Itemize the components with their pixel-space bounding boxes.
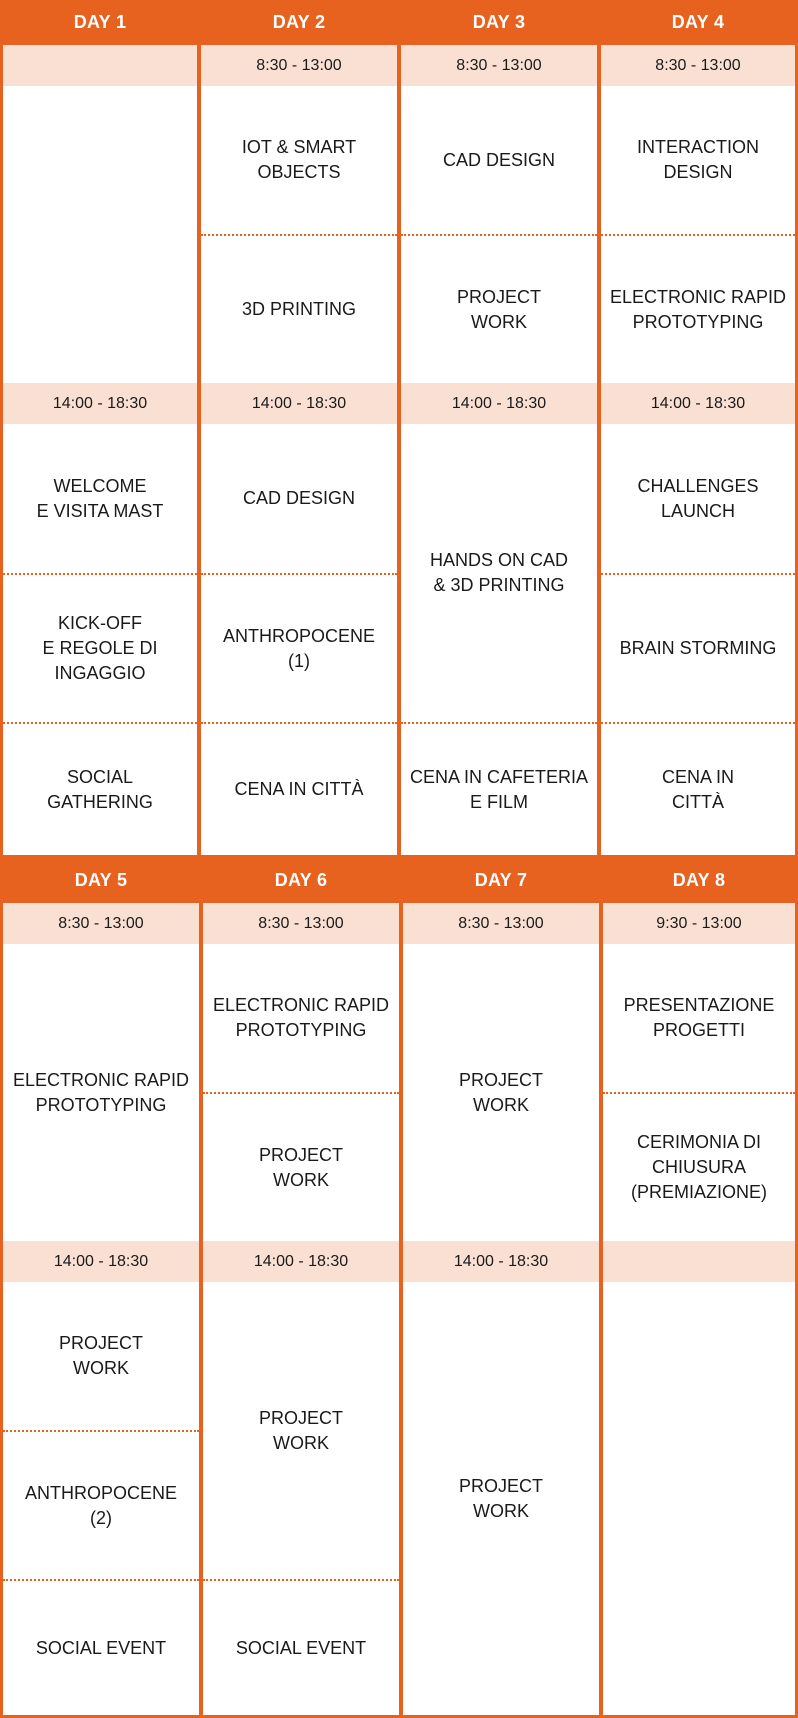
session-cell: CAD DESIGN (242, 488, 356, 508)
afternoon-time-band: 14:00 - 18:30 (3, 1241, 199, 1282)
session-cell: CENA IN CAFETERIA E FILM (409, 766, 589, 812)
day-8-header: DAY 8 (672, 870, 726, 890)
day-3-header: DAY 3 (472, 12, 526, 32)
session-cell: PROJECT WORK (458, 1475, 543, 1521)
afternoon-time-band: 14:00 - 18:30 (403, 1241, 599, 1282)
afternoon-time-band: 14:00 - 18:30 (203, 1241, 399, 1282)
day-4-column (601, 45, 795, 855)
day-2-column (201, 45, 397, 855)
day-4-header: DAY 4 (671, 12, 725, 32)
morning-time-band: 9:30 - 13:00 (603, 903, 795, 944)
session-cell: INTERACTION DESIGN (636, 137, 759, 182)
session-cell: CERIMONIA DI CHIUSURA (PREMIAZIONE) (630, 1132, 767, 1202)
day-8-column (603, 903, 795, 1715)
morning-time-band: 8:30 - 13:00 (203, 903, 399, 944)
day-6-column (203, 903, 399, 1715)
week-2-schedule (0, 858, 798, 1718)
session-cell: PROJECT WORK (258, 1144, 343, 1190)
morning-time-band: 8:30 - 13:00 (201, 45, 397, 86)
afternoon-time-band: 14:00 - 18:30 (3, 383, 197, 424)
week-1-schedule (0, 0, 798, 858)
session-cell: BRAIN STORMING (619, 638, 777, 658)
session-cell: ANTHROPOCENE (1) (222, 625, 375, 671)
day-2-header: DAY 2 (272, 12, 326, 32)
session-cell: IOT & SMART OBJECTS (241, 137, 357, 182)
session-cell: CHALLENGES LAUNCH (637, 475, 759, 521)
session-cell: PRESENTAZIONE PROGETTI (623, 995, 775, 1040)
session-cell: KICK-OFF E REGOLE DI INGAGGIO (42, 613, 158, 683)
session-cell: PROJECT WORK (458, 1069, 543, 1115)
session-cell: HANDS ON CAD & 3D PRINTING (429, 550, 568, 595)
session-cell: WELCOME E VISITA MAST (36, 475, 164, 521)
session-cell: ELECTRONIC RAPID PROTOTYPING (212, 995, 390, 1040)
session-cell: ANTHROPOCENE (2) (24, 1482, 177, 1528)
day-7-header: DAY 7 (474, 870, 528, 890)
day-6-header: DAY 6 (274, 870, 328, 890)
afternoon-time-band: 14:00 - 18:30 (601, 383, 795, 424)
afternoon-time-band (603, 1241, 795, 1282)
session-cell: SOCIAL EVENT (235, 1637, 367, 1658)
day-3-column (401, 45, 597, 855)
session-cell: CENA IN CITTÀ (234, 779, 364, 799)
day-7-column (403, 903, 599, 1715)
morning-time-band: 8:30 - 13:00 (401, 45, 597, 86)
morning-time-band (3, 45, 197, 86)
morning-time-band: 8:30 - 13:00 (403, 903, 599, 944)
session-cell: SOCIAL GATHERING (47, 766, 153, 812)
session-cell: PROJECT WORK (456, 286, 541, 332)
session-cell: 3D PRINTING (241, 299, 356, 319)
session-cell: CAD DESIGN (442, 149, 556, 170)
day-5-column (3, 903, 199, 1715)
day-1-column (3, 45, 197, 855)
afternoon-time-band: 14:00 - 18:30 (401, 383, 597, 424)
day-5-header: DAY 5 (74, 870, 128, 890)
session-cell: ELECTRONIC RAPID PROTOTYPING (12, 1069, 190, 1115)
day-1-header: DAY 1 (73, 12, 127, 32)
morning-time-band: 8:30 - 13:00 (601, 45, 795, 86)
session-cell: ELECTRONIC RAPID PROTOTYPING (609, 286, 787, 332)
session-cell: PROJECT WORK (58, 1333, 143, 1378)
morning-time-band: 8:30 - 13:00 (3, 903, 199, 944)
session-cell: PROJECT WORK (258, 1407, 343, 1453)
session-cell: SOCIAL EVENT (35, 1637, 167, 1658)
session-cell: CENA IN CITTÀ (661, 766, 735, 812)
afternoon-time-band: 14:00 - 18:30 (201, 383, 397, 424)
